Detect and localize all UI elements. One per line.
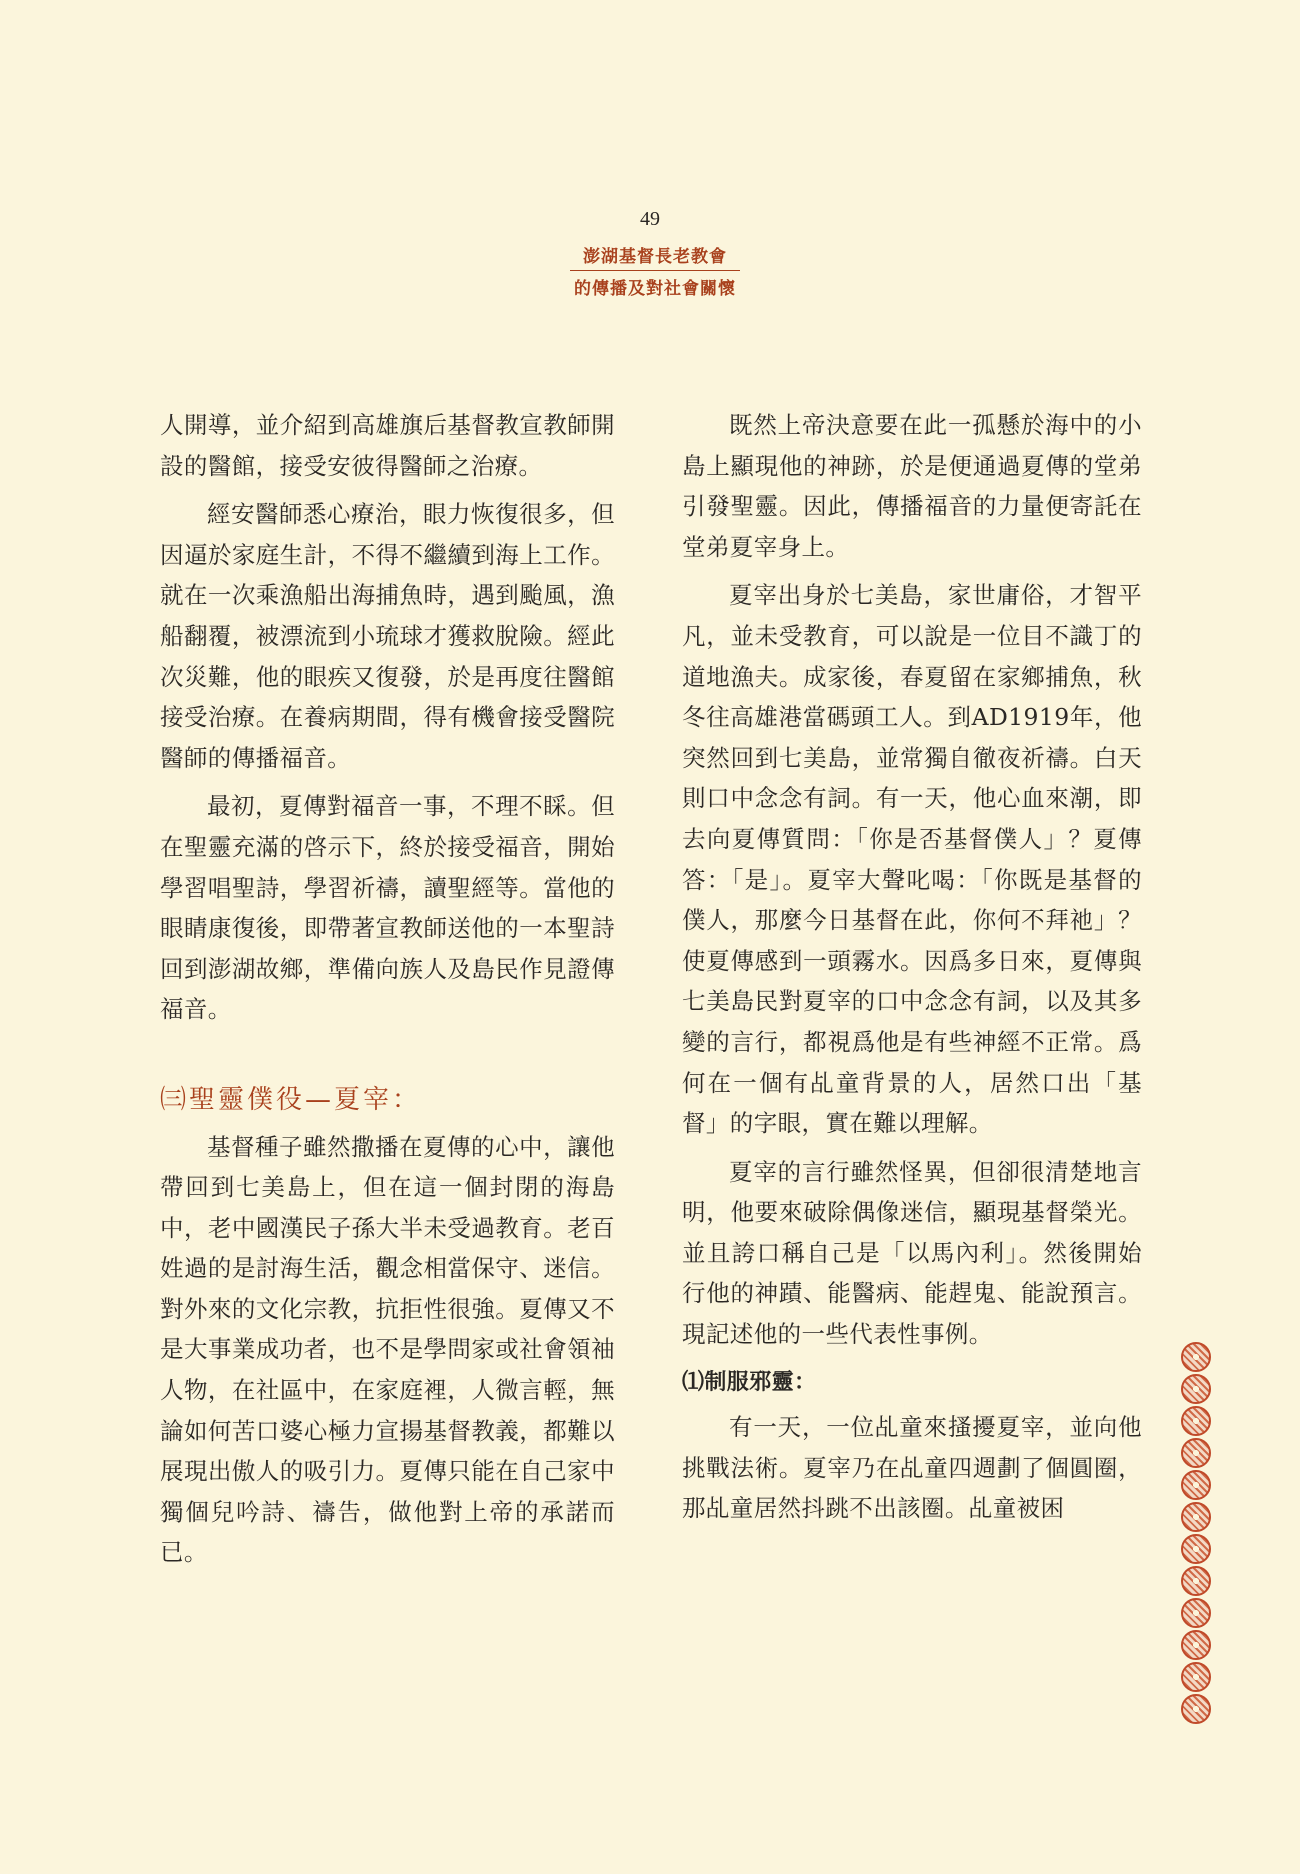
- seal-icon: [1181, 1694, 1211, 1724]
- left-paragraph-2: 經安醫師悉心療治，眼力恢復很多，但因逼於家庭生計，不得不繼續到海上工作。就在一次乘漁船出海捕魚時，遇到颱風，漁船翻覆，被漂流到小琉球才獲救脫險。經此次災難，他的眼疾又復發，於是再度往醫館接受治療。在養病期間，得有機會接受醫院醫師的傳播福音。: [160, 500, 615, 772]
- seal-icon: [1181, 1534, 1211, 1564]
- right-paragraph-3: 夏宰的言行雖然怪異，但卻很清楚地言明，他要來破除偶像迷信，顯現基督榮光。並且誇口稱自己是「以馬內利」。然後開始行他的神蹟、能醫病、能趕鬼、能說預言。現記述他的一些代表性事例。: [682, 1157, 1142, 1349]
- left-paragraph-3: 最初，夏傳對福音一事，不理不睬。但在聖靈充滿的啓示下，終於接受福音，開始學習唱聖詩，學習祈禱，讀聖經等。當他的眼睛康復後，即帶著宣教師送他的一本聖詩回到澎湖故鄉，準備向族人及島民作見證傳福音。: [160, 792, 615, 1024]
- left-paragraph-1: 人開導，並介紹到高雄旗后基督教宣教師開設的醫館，接受安彼得醫師之治療。: [160, 411, 615, 480]
- running-header-line2: 的傳播及對社會關懷: [574, 279, 736, 299]
- seal-icon: [1181, 1374, 1211, 1404]
- left-paragraph-4: 基督種子雖然撒播在夏傳的心中，讓他帶回到七美島上，但在這一個封閉的海島中，老中國漢民子孫大半未受過教育。老百姓過的是討海生活，觀念相當保守、迷信。對外來的文化宗教，抗拒性很強。夏傳又不是大事業成功者，也不是學問家或社會領袖人物，在社區中，在家庭裡，人微言輕，無論如何苦口婆心極力宣揚基督教義，都難以展現出傲人的吸引力。夏傳只能在自己家中獨個兒吟詩、禱告，做他對上帝的承諾而已。: [160, 1132, 615, 1567]
- page-number: 49: [640, 208, 660, 230]
- seal-icon: [1181, 1598, 1211, 1628]
- subheading: ⑴制服邪靈：: [682, 1369, 817, 1395]
- decorative-seal-strip: [1180, 1342, 1214, 1726]
- seal-icon: [1181, 1342, 1211, 1372]
- right-paragraph-1: 既然上帝決意要在此一孤懸於海中的小島上顯現他的神跡，於是便通過夏傳的堂弟引發聖靈。因此，傳播福音的力量便寄託在堂弟夏宰身上。: [682, 411, 1142, 561]
- section-heading: ㈢聖靈僕役—夏宰：: [160, 1084, 422, 1115]
- seal-icon: [1181, 1406, 1211, 1436]
- left-column: [160, 405, 615, 1581]
- seal-icon: [1181, 1662, 1211, 1692]
- running-header-line1: 澎湖基督長老教會: [570, 242, 740, 271]
- running-header: [570, 242, 740, 299]
- right-paragraph-4: 有一天，一位乩童來搔擾夏宰，並向他挑戰法術。夏宰乃在乩童四週劃了個圓圈，那乩童居然抖跳不出該圈。乩童被困: [682, 1413, 1142, 1523]
- right-paragraph-2: 夏宰出身於七美島，家世庸俗，才智平凡，並未受教育，可以說是一位目不識丁的道地漁夫。成家後，春夏留在家鄉捕魚，秋冬往高雄港當碼頭工人。到AD1919年，他突然回到七美島，並常獨自徹夜祈禱。白天則口中念念有詞。有一天，他心血來潮，即去向夏傳質問：「你是否基督僕人」？夏傳答：「是」。夏宰大聲叱喝：「你既是基督的僕人，那麼今日基督在此，你何不拜祂」？使夏傳感到一頭霧水。因爲多日來，夏傳與七美島民對夏宰的口中念念有詞，以及其多變的言行，都視爲他是有些神經不正常。爲何在一個有乩童背景的人，居然口出「基督」的字眼，實在難以理解。: [682, 581, 1142, 1138]
- right-column: [682, 405, 1142, 1537]
- seal-icon: [1181, 1502, 1211, 1532]
- seal-icon: [1181, 1630, 1211, 1660]
- seal-icon: [1181, 1470, 1211, 1500]
- seal-icon: [1181, 1566, 1211, 1596]
- seal-icon: [1181, 1438, 1211, 1468]
